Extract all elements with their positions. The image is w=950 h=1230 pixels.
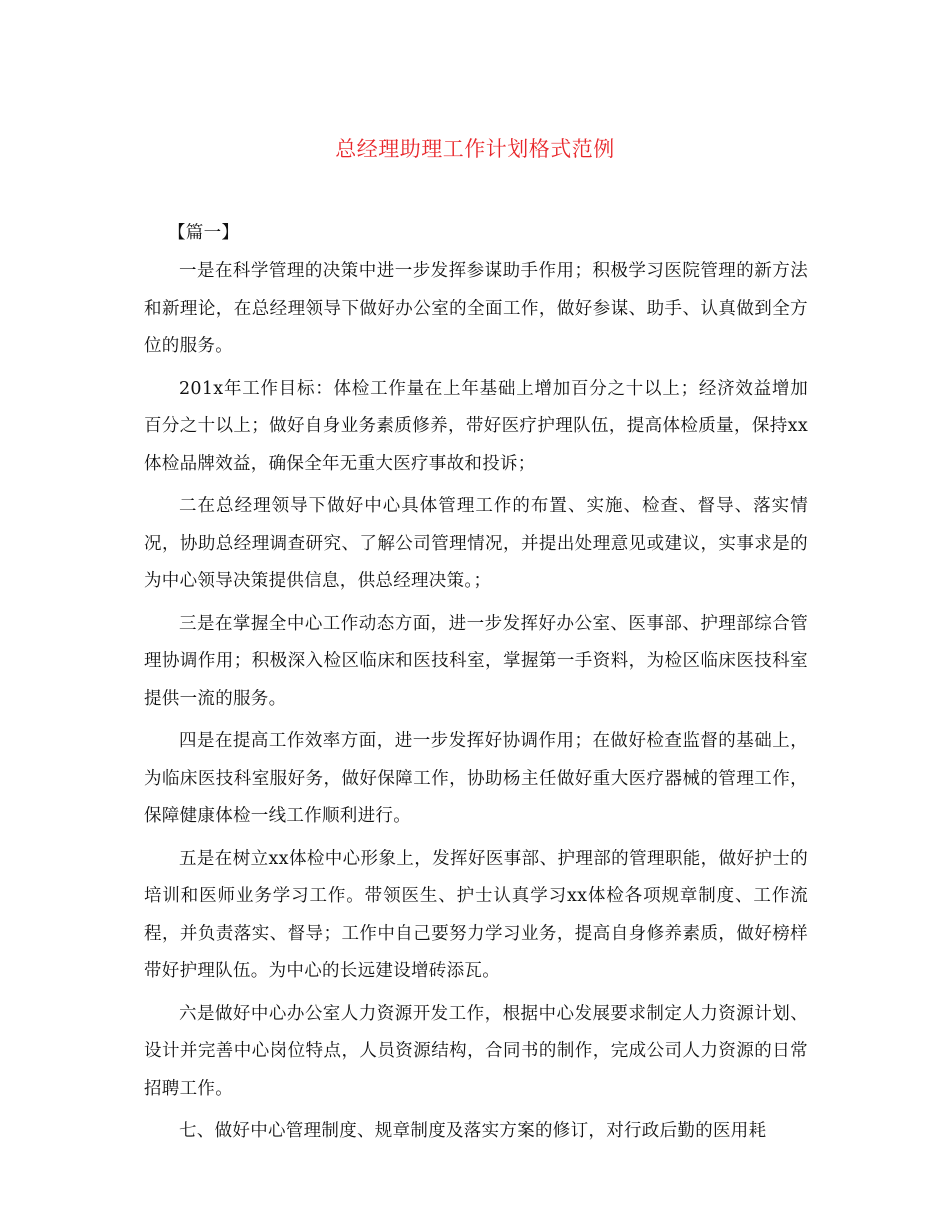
section-heading: 【篇一】 xyxy=(168,223,240,243)
paragraph-4: 三是在掌握全中心工作动态方面，进一步发挥好办公室、医事部、护理部综合管理协调作用；积极深入检区临床和医技科室，掌握第一手资料，为检区临床医技科室提供一流的服务。 xyxy=(144,613,808,709)
paragraph-5: 四是在提高工作效率方面，进一步发挥好协调作用；在做好检查监督的基础上，为临床医技科室服好务，做好保障工作，协助杨主任做好重大医疗器械的管理工作，保障健康体检一线工作顺利进行。 xyxy=(144,731,808,826)
document-title: 总经理助理工作计划格式范例 xyxy=(335,137,615,161)
paragraph-6: 五是在树立xx体检中心形象上，发挥好医事部、护理部的管理职能，做好护士的培训和医师业务学习工作。带领医生、护士认真学习xx体检各项规章制度、工作流程，并负责落实、督导；工作中自己要努力学习业务，提高自身修养素质，做好榜样带好护理队伍。为中心的长远建设增砖添瓦。 xyxy=(144,848,808,981)
paragraph-3: 二在总经理领导下做好中心具体管理工作的布置、实施、检查、督导、落实情况，协助总经理调查研究、了解公司管理情况，并提出处理意见或建议，实事求是的为中心领导决策提供信息，供总经理决策。； xyxy=(144,496,808,591)
paragraph-7: 六是做好中心办公室人力资源开发工作，根据中心发展要求制定人力资源计划、设计并完善中心岗位特点，人员资源结构，合同书的制作，完成公司人力资源的日常招聘工作。 xyxy=(144,1003,808,1099)
paragraph-8: 七、做好中心管理制度、规章制度及落实方案的修订，对行政后勤的医用耗 xyxy=(179,1121,767,1141)
document-body xyxy=(144,218,808,1156)
paragraph-1: 一是在科学管理的决策中进一步发挥参谋助手作用；积极学习医院管理的新方法和新理论，在总经理领导下做好办公室的全面工作，做好参谋、助手、认真做到全方位的服务。 xyxy=(144,261,808,356)
paragraph-2: 201x年工作目标：体检工作量在上年基础上增加百分之十以上；经济效益增加百分之十以上；做好自身业务素质修养，带好医疗护理队伍，提高体检质量，保持xx体检品牌效益，确保全年无重大医疗事故和投诉； xyxy=(144,378,808,474)
